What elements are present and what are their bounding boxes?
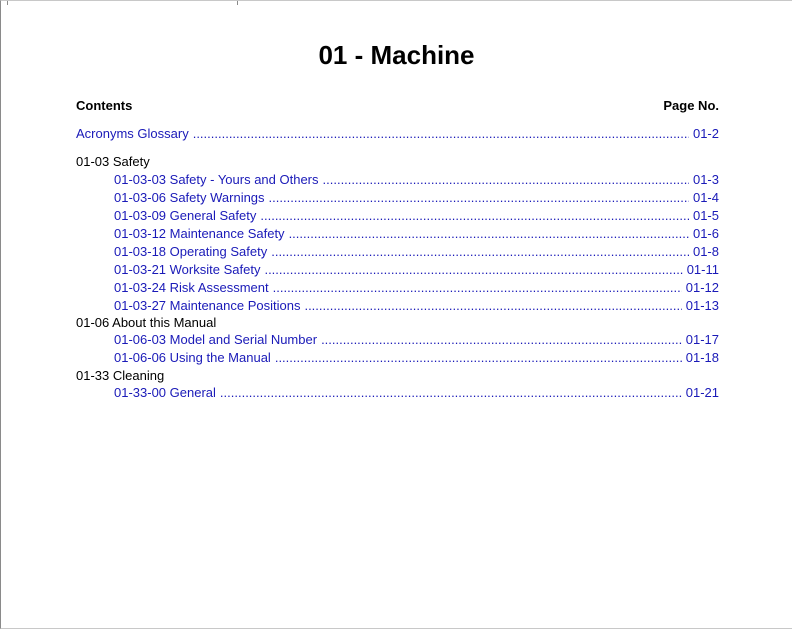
toc-entry-label: 01-03-27 Maintenance Positions [114, 298, 301, 313]
toc-entry-label: 01-06-03 Model and Serial Number [114, 332, 318, 347]
dot-leader [220, 384, 682, 402]
toc-entry-label: 01-06-06 Using the Manual [114, 350, 271, 365]
toc-entry-label: 01-03-06 Safety Warnings [114, 190, 265, 205]
toc-link-entry[interactable] [114, 261, 719, 279]
toc-entry-page: 01-8 [692, 244, 719, 259]
toc-entry-page: 01-13 [685, 298, 719, 313]
page-corner-mark [237, 1, 238, 5]
toc-entry-page: 01-11 [686, 262, 719, 277]
toc-entry-page: 01-3 [692, 172, 719, 187]
toc-entry-page: 01-4 [692, 190, 719, 205]
toc-entry-label: 01-03-03 Safety - Yours and Others [114, 172, 319, 187]
toc-entry-page: 01-2 [692, 126, 719, 141]
toc-link-entry[interactable] [114, 279, 719, 297]
toc-link-entry[interactable] [114, 225, 719, 243]
toc-link-entry[interactable] [114, 331, 719, 349]
dot-leader [289, 225, 689, 243]
toc-entry-page: 01-5 [692, 208, 719, 223]
dot-leader [260, 207, 689, 225]
page-corner-mark [7, 1, 8, 5]
toc-entry-label: 01-03-24 Risk Assessment [114, 280, 269, 295]
toc-link-entry[interactable] [114, 171, 719, 189]
toc-link-entry[interactable] [114, 297, 719, 315]
toc-entry-page: 01-21 [685, 385, 719, 400]
toc-entry-label: 01-03-18 Operating Safety [114, 244, 268, 259]
contents-label: Contents [76, 98, 133, 113]
dot-leader [269, 189, 689, 207]
dot-leader [273, 279, 682, 297]
toc-link-entry[interactable] [114, 243, 719, 261]
toc-link-entry[interactable] [114, 384, 719, 402]
toc-section-heading: 01-33 Cleaning [76, 368, 165, 383]
toc-entry-page: 01-6 [692, 226, 719, 241]
page-title: 01 - Machine [318, 40, 475, 70]
toc-link-acronyms-glossary[interactable] [76, 125, 719, 143]
dot-leader [264, 261, 682, 279]
toc-entry-label: 01-03-09 General Safety [114, 208, 257, 223]
toc-entry-label: 01-33-00 General [114, 385, 216, 400]
toc-entry-label: 01-03-12 Maintenance Safety [114, 226, 285, 241]
dot-leader [304, 297, 681, 315]
dot-leader [323, 171, 689, 189]
dot-leader [271, 243, 689, 261]
toc-section-heading: 01-03 Safety [76, 154, 150, 169]
toc-entry-page: 01-12 [685, 280, 719, 295]
dot-leader [275, 349, 682, 367]
toc-link-entry[interactable] [114, 207, 719, 225]
page-number-label: Page No. [663, 98, 719, 113]
toc-entry-page: 01-18 [685, 350, 719, 365]
toc-entry-page: 01-17 [685, 332, 719, 347]
toc-link-entry[interactable] [114, 349, 719, 367]
toc-section-heading: 01-06 About this Manual [76, 315, 217, 330]
toc-header [76, 97, 719, 115]
toc-entry-label: Acronyms Glossary [76, 126, 189, 141]
toc-entry-label: 01-03-21 Worksite Safety [114, 262, 261, 277]
toc-link-entry[interactable] [114, 189, 719, 207]
dot-leader [321, 331, 682, 349]
dot-leader [193, 125, 689, 143]
